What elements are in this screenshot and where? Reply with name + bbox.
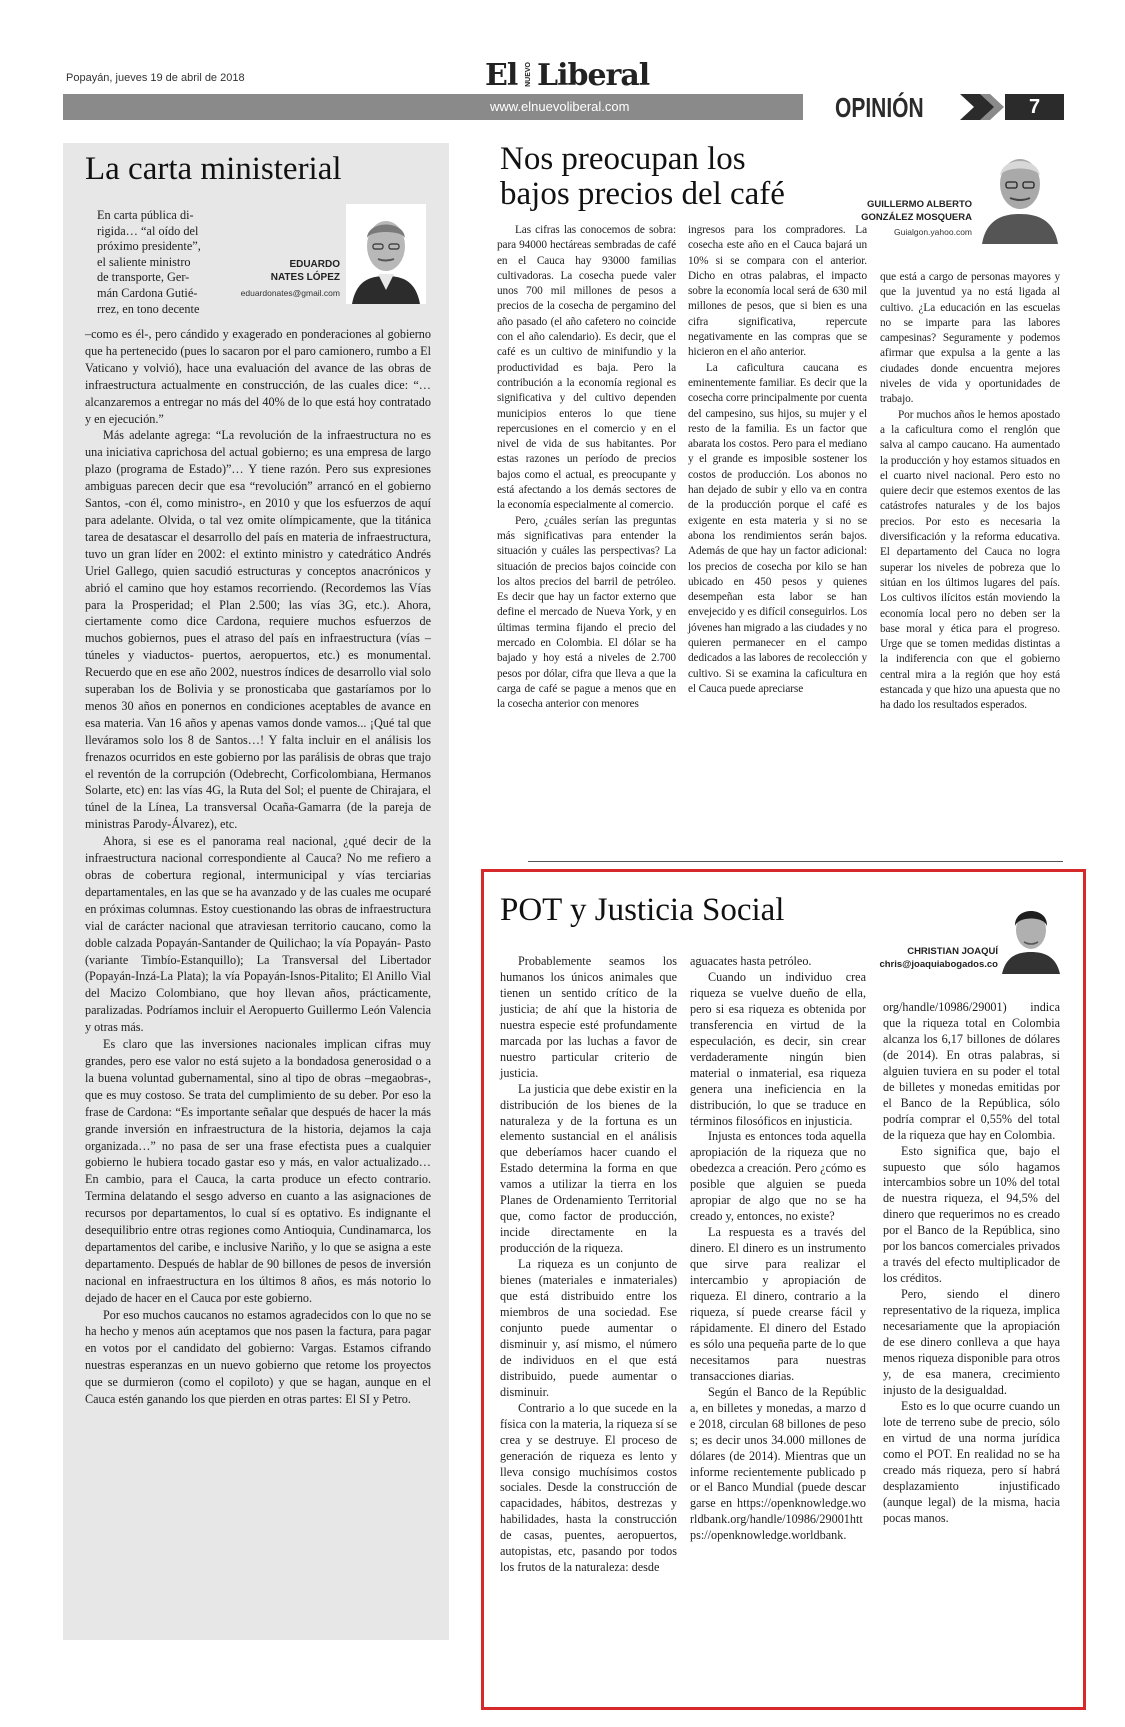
author-name-line2: NATES LÓPEZ <box>270 272 340 283</box>
paragraph: Es claro que las inversiones nacionales implican cifras muy grandes, pero ese valor no está sujeto a la bondadosa generosidad o a la buena voluntad gubernamental, sino al tipo de obras –megaobras-, que es muy costoso. Se trata del cumplimiento de su deber. Por eso la frase de Cardona: “Es importante señalar que después de hacer la más grande inversión en infraestructura de la historia, dejamos la caja organizada…” no pasa de ser una frase efectista pues a cualquier gobierno le hubiera tocado gastar eso y más, en valor actualizado… En cambio, para el Cauca, la carta produce un efecto contrario. Termina delatando el sesgo adverso en cuanto a las asignaciones de recursos por departamentos, lo cual sí es optativo. Es indignante el desequilibrio entre otras regiones como Antioquia, Cundinamarca, los departamentos del caribe, e inclusive Nariño, y lo que se asigna a este departamento. Después de hablar de 90 billones de pesos de inversión nacional en infraestructura en los últimos 8 años, es más notorio lo dejado de hacer en el Cauca por este gobierno. <box>85 1037 431 1305</box>
author-email: chris@joaquiabogados.co <box>879 959 998 970</box>
paragraph: Probablemente seamos los humanos los únicos animales que tienen un sentido crítico de la justicia; de ahí que la historia de nuestra especie esté profundamente marcada por las luchas a favor de nuestro particular criterio de justicia. <box>500 954 677 1080</box>
section-title: OPINIÓN <box>835 92 924 123</box>
paragraph: Por eso muchos caucanos no estamos agradecidos con lo que no se ha hecho y menos aún aceptamos que nos pasen la factura, para pagar en votos por el candidato del gobierno: Vargas. Estamos cifrando nuestras esperanzas en un nuevo gobierno que retome los proyectos que se durmieron (como el copiloto) y que se hagan, aunque en el Cauca estén ganando los que pierden en otras partes: El SI y Petro. <box>85 1307 431 1407</box>
section-arrow-icon <box>960 94 1004 120</box>
issue-date: Popayán, jueves 19 de abril de 2018 <box>66 72 245 84</box>
author-email: eduardonates@gmail.com <box>240 288 340 298</box>
paragraph: Más adelante agrega: “La revolución de la infraestructura no es una iniciativa caprichosa del actual gobierno; es una empresa de largo plazo (programa de Estado)”… Y tiene razón. Pero sus expresiones ambiguas parecen decir que esa “revolución” arrancó en el gobierno Santos, -con él, como ministro-, en 2010 y que los esfuerzos de aquí para adelante. Olvida, o tal vez omite olímpicamente, que la titánica tarea de desatascar el desarrollo del país en materia de infraestructura, tuvo un gran líder en 2002: el extinto ministro y catedrático Andrés Uriel Gallego, quien sacudió estructuras y conceptos anacrónicos y abrió el camino que hoy estamos recorriendo. (Recordemos las Vías para la Prosperidad; el Plan 2.500; las vías 3G, etc.). Ahora, ciertamente como dice Cardona, requiere muchos esfuerzos de muchos gobiernos, pues el atraso del país en infraestructura (vías –túneles y viaductos- puertos, aeropuertos, etc.) es monumental. Recuerdo que en ese año 2002, nuestros índices de desarrollo vial solo superaban los de Bolivia y se pronosticaba que gastaríamos por lo menos 30 años en ponernos en condiciones aceptables de avance en esa materia. Van 16 años y apenas vamos donde vamos... ¡Qué tal que lleváramos solo los 8 de Santos…! Y falta incluir en el análisis los frenazos ocurridos en este gobierno por las parálisis de obras que trajo el reventón de la corrupción (Odebrecht, Corficolombiana, Hermanos Solarte, etc) en: las vías 4G, la Ruta del Sol; el puente de Chirajara, el túnel de la Línea, La transversal Ocaña-Gamarra (de la pareja de ministras Parody-Álvarez), etc. <box>85 428 431 832</box>
section-divider <box>528 861 1063 862</box>
newspaper-logo <box>485 58 650 93</box>
article2-column-1 <box>497 223 676 713</box>
paragraph: Contrario a lo que sucede en la física con la materia, la riqueza sí se crea y se destruye. El proceso de generación de riqueza es lento y lleva consigo muchísimos costos sociales. Desde la construcción de capacidades, hábitos, destrezas y habilidades, hasta la construcción de casas, puentes, aeropuertos, autopistas, etc, pasando por todos los frutos de la naturaleza: desde <box>500 1400 677 1575</box>
lead-line: próximo presidente”, <box>97 239 201 254</box>
article2-column-3 <box>880 270 1060 714</box>
article2-title-line2: bajos precios del café <box>500 175 785 212</box>
article3-title: POT y Justicia Social <box>500 892 785 928</box>
author-photo <box>1000 898 1062 974</box>
author-name-line1: GUILLERMO ALBERTO <box>866 199 972 210</box>
lead-line: rigida… “al oído del <box>97 223 199 238</box>
paragraph: Pero, ¿cuáles serían las preguntas más significativas para entender la situación y cuáles las perspectivas? La situación de precios bajos coincide con los altos precios del barril de petróleo. Es decir que hay un factor externo que define el mercado de Nueva York, y en últimas termina fijando el precio del mercado en Colombia. El dólar se ha bajado y hoy está a niveles de 2.700 pesos por dólar, cifra que lleva a que la carga de café se pague a menos que en la cosecha anterior con menores <box>497 514 676 711</box>
page-number: 7 <box>1005 94 1064 120</box>
paragraph: que está a cargo de personas mayores y que la juventud ya no está ligada al cultivo. ¿La educación en las escuelas no se imparte para las labores campesinas? Seguramente y podemos afirmar que expulsa a la gente a las ciudades donde encuentra mejores niveles de vida y oportunidades de trabajo. <box>880 271 1060 406</box>
lead-line: el saliente ministro <box>97 254 191 269</box>
lead-line: de transporte, Ger- <box>97 270 190 285</box>
article1-author-block <box>240 258 340 298</box>
paragraph: Según el Banco de la República, en billetes y monedas, a marzo de 2018, circulan 68 billones de pesos; es decir unos 34.000 millones de dólares (de 2014). Mientras que un informe recientemente publicado por el Banco Mundial (puede descargarse en https://openknowledge.worldbank.org/handle/10986/29001https://openknowledge.worldbank. <box>690 1384 866 1543</box>
lead-line: mán Cardona Gutié- <box>97 285 198 300</box>
paragraph: La riqueza es un conjunto de bienes (materiales e inmateriales) que está distribuido entre los miembros de una sociedad. Ese conjunto puede aumentar o disminuir y, así mismo, el número de individuos en el que está distribuido, puede aumentar o disminuir. <box>500 1257 677 1399</box>
article2-column-2 <box>688 223 867 697</box>
article2-author-block <box>850 198 972 237</box>
paragraph: Pero, siendo el dinero representativo de la riqueza, implica necesariamente que la apropiación de ese dinero conlleva a que haya menos riqueza disponible para otros y, de esa manera, crecimiento injusto de la desigualdad. <box>883 1287 1060 1397</box>
article3-author-block <box>860 945 998 971</box>
lead-line: rrez, en tono decente <box>97 301 200 316</box>
article3-column-2 <box>690 954 866 1544</box>
paragraph: Por muchos años le hemos apostado a la caficultura como el renglón que salva al campo caucano. Ha aumentado la producción y hoy estamos situados en el cuarto nivel nacional. Pero esto no quiere decir que estemos exentos de las catástrofes naturales y de los bajos precios. Por esto es necesaria la diversificación y la reforma educativa. El departamento del Cauca no logra superar los niveles de pobreza que lo sitúan en los últimos lugares del país. Los cultivos ilícitos están moviendo la economía local pero no deben ser la base moral y ética para el progreso. Urge que se tomen medidas distintas a la indiferencia con que el gobierno central mira a la región que hoy está estancada y que hizo una apuesta que no ha dado los resultados esperados. <box>880 408 1060 712</box>
paragraph: Esto es lo que ocurre cuando un lote de terreno sube de precio, sólo en virtud de una norma jurídica como el POT. En realidad no se ha creado más riqueza, pero sí habrá desplazamiento injustificado (aunque legal) de la misma, hacia pocas manos. <box>883 1398 1060 1525</box>
paragraph: Esto significa que, bajo el supuesto que sólo hagamos intercambios sobre un 10% del total de nuestra riqueza, el 94,5% del dinero que requerimos no es creado por el Banco de la República, sino por los bancos comerciales privados a través del efecto multiplicador de los créditos. <box>883 1143 1060 1286</box>
paragraph: aguacates hasta petróleo. <box>690 954 812 968</box>
logo-nuevo: NUEVO <box>525 62 532 87</box>
website-url: www.elnuevoliberal.com <box>490 99 630 114</box>
paragraph: –como es él-, pero cándido y exagerado en ponderaciones al gobierno que ha pertenecido (pues lo sacaron por el paro camionero, rumbo a El Vaticano y volvió), hace una evaluación del avance de las obras de infraestructura actualmente en construcción, de las cuales dice: “… alcanzaremos a entregar no más del 40% de lo que está hoy contratado y en ejecución.” <box>85 327 431 426</box>
article1-lead <box>97 208 221 317</box>
article2-title <box>500 142 785 211</box>
article3-column-3 <box>883 1000 1060 1526</box>
paragraph: Injusta es entonces toda aquella apropiación de la riqueza que no obedezca a creación. Pero ¿cómo es posible que alguien se pueda apropiar de algo que no se ha creado y, entonces, no existe? <box>690 1129 866 1224</box>
article2-title-line1: Nos preocupan los <box>500 141 746 177</box>
author-name: CHRISTIAN JOAQUÍ <box>907 946 998 957</box>
logo-el: El <box>485 58 518 93</box>
paragraph: La caficultura caucana es eminentemente familiar. Es decir que la cosecha corre principalmente por cuenta del campesino, sus hijos, su mujer y el resto de la familia. Es un factor que abarata los costos. Pero para el mediano y el grande es imposible sostener los costos de producción. Los abonos no han dejado de subir y ello va en contra de la producción porque el café es exigente en esta materia y si no se abona los rendimientos serán bajos. Además de que hay un factor adicional: los precios de cosecha por kilo se han ubicado en 450 pesos y quienes desempeñan esta labor se han envejecido y es difícil conseguirlos. Los jóvenes han migrado a las ciudades y no quieren permanecer en el campo dedicados a las labores de recolección y cultivo. Si se examina la caficultura en el Cauca puede apreciarse <box>688 361 867 695</box>
paragraph: La respuesta es a través del dinero. El dinero es un instrumento que sirve para realizar el intercambio y apropiación de riqueza. El dinero, contrario a la riqueza, sí puede crearse fácil y rápidamente. El dinero del Estado es sólo una pequeña parte de lo que necesitamos para nuestras transacciones diarias. <box>690 1225 866 1383</box>
paragraph: org/handle/10986/29001) indica que la riqueza total en Colombia alcanza los 6,17 billones de dólares (de 2014). En otras palabras, si alguien tuviera en su poder el total de billetes y monedas emitidas por el Banco de la República, sólo podría comprar el 0,55% del total de la riqueza que hay en Colombia. <box>883 1000 1060 1142</box>
author-name-line2: GONZÁLEZ MOSQUERA <box>861 212 972 223</box>
header-bar-fill <box>63 94 803 120</box>
logo-liberal: Liberal <box>537 58 650 93</box>
author-email: Guialgon.yahoo.com <box>894 227 972 237</box>
paragraph: Cuando un individuo crea riqueza se vuelve dueño de ella, pero si esa riqueza es obtenida por transferencia en virtud de la especulación, es decir, sin crear verdaderamente ningún bien material o inmaterial, esa riqueza genera una ineficiencia en la distribución, lo que se traduce en términos filosóficos en injusticia. <box>690 969 866 1128</box>
author-photo <box>346 204 426 304</box>
author-photo <box>976 144 1064 244</box>
paragraph: La justicia que debe existir en la distribución de los bienes de la naturaleza y de la fortuna es un elemento sustancial en el análisis que deberíamos hacer cuando el Estado determina la forma en que vamos a utilizar la tierra en los Planes de Ordenamiento Territorial que, como factor de producción, incide directamente en la producción de la riqueza. <box>500 1081 677 1256</box>
author-name-line1: EDUARDO <box>289 259 340 270</box>
article1-body <box>85 326 431 1408</box>
paragraph: Las cifras las conocemos de sobra: para 94000 hectáreas sembradas de café en el Cauca hay 93000 familias cultivadoras. La cosecha puede valer unos 700 mil millones de pesos a precios de la cosecha de pergamino del año pasado (el año cafetero no coincide con el año calendario). Es decir, que el café es un cultivo de minifundio y la productividad es baja. Pero la contribución a la economía regional es significativa y del cultivo dependen municipios enteros lo que tiene repercusiones en el comercio y en el nivel de vida de sus habitantes. Por estas razones un período de precios bajos como el actual, es preocupante y está afectando a los demás sectores de la economía especialmente al comercio. <box>497 224 676 512</box>
lead-line: En carta pública di- <box>97 208 194 222</box>
article1-title: La carta ministerial <box>85 151 342 187</box>
article3-column-1 <box>500 954 677 1576</box>
paragraph: Ahora, si ese es el panorama real nacional, ¿qué decir de la infraestructura nacional correspondiente al Cauca? No me refiero a obras de cobertura regional, intermunicipal y vías terciarias departamentales, en las que se ha avanzado y de las cuales me ocuparé en próximas columnas. Estoy cuestionando las obras de infraestructura vial de carácter nacional que atraviesan territorio caucano, como la doble calzada Popayán-Santander de Quilichao; la vía Popayán- Pasto (variante Timbío-Estanquillo); La Transversal del Libertador (Popayán-Inzá-La Plata); la vía Popayán-Isnos-Pitalito; El Anillo Vial del Macizo Colombiano, que hoy llevan años, prácticamente, paralizadas. Podríamos incluir el Aeropuerto Guillermo León Valencia y otras más. <box>85 834 431 1035</box>
paragraph: ingresos para los compradores. La cosecha este año en el Cauca bajará un 10% si se compara con el anterior. Dicho en otras palabras, el impacto sobre la economía local será de 630 mil millones de pesos, que si bien es una cifra significativa, repercute negativamente en las compras que se hicieron en el año anterior. <box>688 224 867 359</box>
